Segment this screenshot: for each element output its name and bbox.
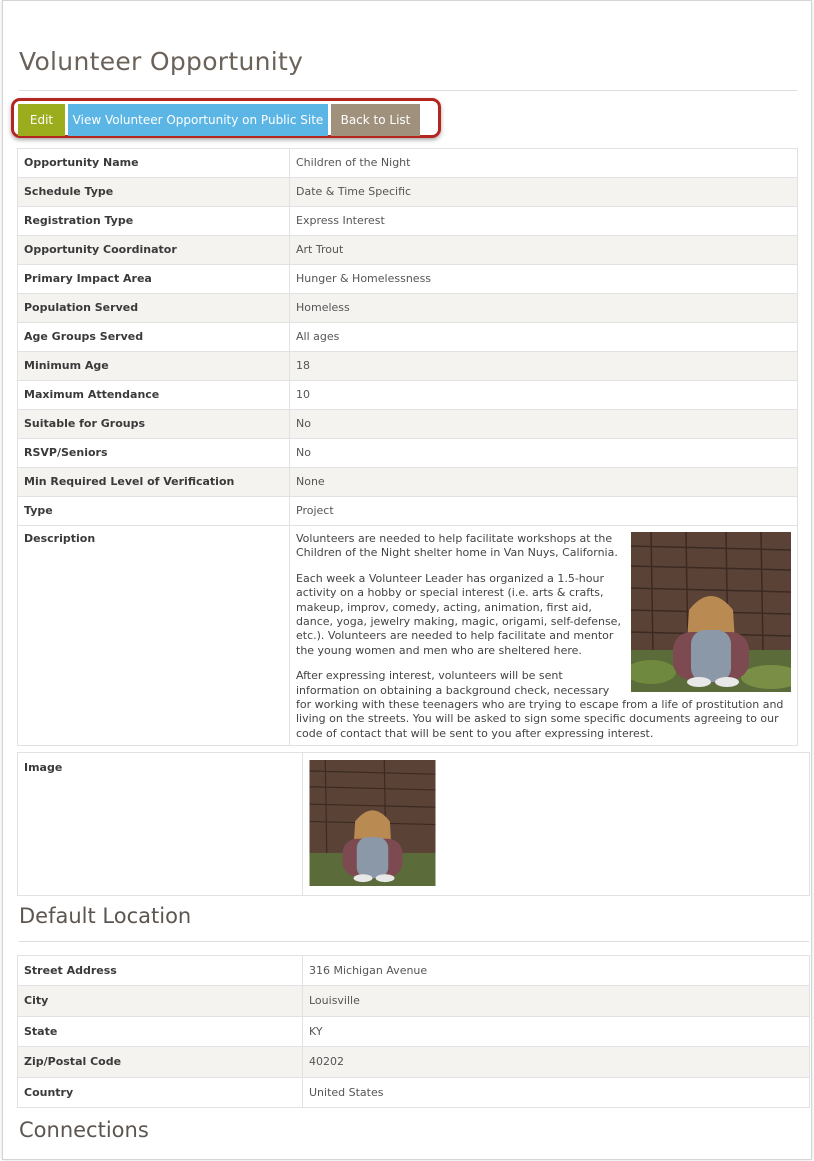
table-row: [18, 323, 798, 352]
row-label: RSVP/Seniors: [18, 439, 290, 468]
table-row: [18, 439, 798, 468]
table-row: [18, 236, 798, 265]
page-title: Volunteer Opportunity: [19, 47, 304, 76]
table-row: [18, 294, 798, 323]
table-row: [18, 1077, 810, 1107]
table-row: [18, 265, 798, 294]
row-value: Homeless: [290, 294, 798, 323]
connections-title: Connections: [19, 1118, 149, 1142]
row-label: Population Served: [18, 294, 290, 323]
table-row-image: [18, 753, 810, 896]
row-value: Date & Time Specific: [290, 178, 798, 207]
row-value: Children of the Night: [290, 149, 798, 178]
row-label: Street Address: [18, 956, 303, 986]
row-label: Opportunity Coordinator: [18, 236, 290, 265]
description-cell: [290, 526, 798, 746]
row-value: Art Trout: [290, 236, 798, 265]
row-value: None: [290, 468, 798, 497]
row-label: Min Required Level of Verification: [18, 468, 290, 497]
back-to-list-button[interactable]: Back to List: [331, 104, 420, 136]
row-label: Zip/Postal Code: [18, 1047, 303, 1077]
opportunity-details-table: [17, 148, 798, 746]
table-row: [18, 381, 798, 410]
row-value: Louisville: [303, 986, 810, 1016]
row-label: Type: [18, 497, 290, 526]
section-divider: [19, 941, 809, 942]
row-value: 18: [290, 352, 798, 381]
row-value: United States: [303, 1077, 810, 1107]
description-paragraph: Each week a Volunteer Leader has organized a 1.5-hour activity on a hobby or special interest (i.e. arts & crafts, makeup, improv, comedy, acting, animation, first aid, dance, yoga, jewelry making, magic, origami, self-defense, etc.). Volunteers are needed to help facilitate and mentor the young women and men who are sheltered here.: [296, 571, 621, 657]
description-paragraph: Volunteers are needed to help facilitate workshops at the Children of the Night shelter home in Van Nuys, California.: [296, 532, 618, 560]
table-row: [18, 956, 810, 986]
row-label: Maximum Attendance: [18, 381, 290, 410]
description-content: [296, 526, 791, 745]
view-public-site-button[interactable]: View Volunteer Opportunity on Public Site: [68, 104, 328, 136]
page-frame: [2, 0, 812, 1160]
image-table: [17, 752, 810, 896]
row-value: Hunger & Homelessness: [290, 265, 798, 294]
row-label: Registration Type: [18, 207, 290, 236]
row-value: 316 Michigan Avenue: [303, 956, 810, 986]
row-label: Schedule Type: [18, 178, 290, 207]
description-paragraph: After expressing interest, volunteers will be sent information on obtaining a background check, necessary for working with these teenagers who are trying to escape from a life of prostitution and living on the streets. You will be asked to sign some specific documents agreeing to our code of contact that will be sent to you after expressing interest.: [296, 669, 784, 740]
row-value: 10: [290, 381, 798, 410]
default-location-title: Default Location: [19, 904, 192, 928]
table-row: [18, 1016, 810, 1046]
table-row: [18, 207, 798, 236]
title-divider: [19, 90, 797, 91]
row-value: KY: [303, 1016, 810, 1046]
table-row: [18, 410, 798, 439]
row-label: Suitable for Groups: [18, 410, 290, 439]
row-value: No: [290, 439, 798, 468]
opportunity-thumbnail-image: [309, 760, 436, 886]
row-label: Country: [18, 1077, 303, 1107]
row-value: All ages: [290, 323, 798, 352]
row-value: No: [290, 410, 798, 439]
location-table: [17, 955, 810, 1108]
row-label: Age Groups Served: [18, 323, 290, 352]
image-cell: [303, 753, 810, 896]
table-row: [18, 1047, 810, 1077]
description-photo: [631, 532, 791, 692]
row-value: Project: [290, 497, 798, 526]
table-row: [18, 497, 798, 526]
row-label: Minimum Age: [18, 352, 290, 381]
row-label: Image: [18, 753, 303, 896]
row-label: Primary Impact Area: [18, 265, 290, 294]
row-value: 40202: [303, 1047, 810, 1077]
row-label: State: [18, 1016, 303, 1046]
row-label: Description: [18, 526, 290, 746]
row-value: Express Interest: [290, 207, 798, 236]
table-row: [18, 352, 798, 381]
table-row: [18, 149, 798, 178]
edit-button[interactable]: Edit: [18, 104, 65, 136]
table-row: [18, 178, 798, 207]
row-label: Opportunity Name: [18, 149, 290, 178]
row-label: City: [18, 986, 303, 1016]
table-row-description: [18, 526, 798, 746]
teen-photo-image: [631, 532, 791, 692]
table-row: [18, 986, 810, 1016]
table-row: [18, 468, 798, 497]
